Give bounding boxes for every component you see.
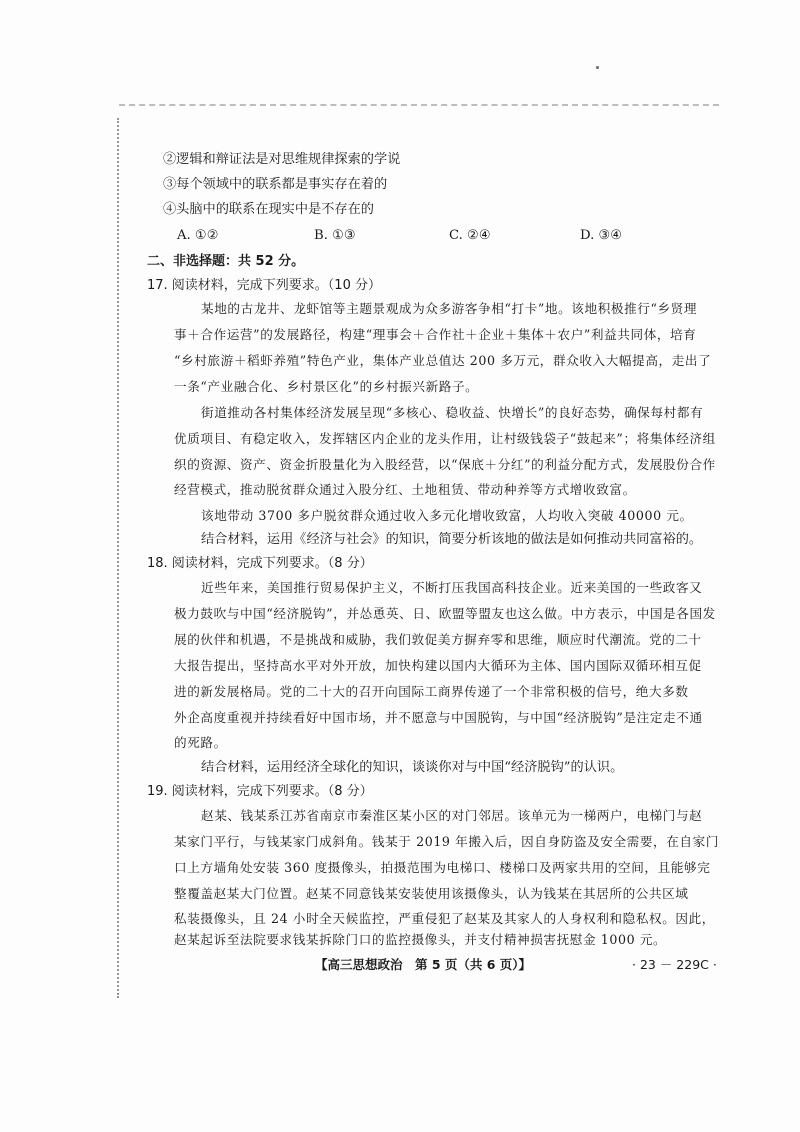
binding-line <box>119 104 719 106</box>
q19-line: 赵某起诉至法院要求钱某拆除门口的监控摄像头，并支付精神损害抚慰金 1000 元。 <box>174 932 667 947</box>
option-d: D. ③④ <box>580 228 623 243</box>
footer-code: · 23 － 229C · <box>632 957 717 972</box>
q19-heading: 19. 阅读材料，完成下列要求。（8 分） <box>147 784 373 799</box>
q17-line: 街道推动各村集体经济发展呈现“多核心、稳收益、快增长”的良好态势，确保每村都有 <box>201 405 704 420</box>
option-a: A. ①② <box>177 228 219 243</box>
page-footer <box>0 955 800 975</box>
q18-line: 进的新发展格局。党的二十大的召开向国际工商界传递了一个非常积极的信号，绝大多数 <box>174 684 689 699</box>
q18-line: 近些年来，美国推行贸易保护主义，不断打压我国高科技企业。近来美国的一些政客又 <box>201 580 703 595</box>
q17-line: 经营模式，推动脱贫群众通过入股分红、土地租赁、带动种养等方式增收致富。 <box>174 482 636 497</box>
q19-line: 口上方墙角处安装 360 度摄像头，拍摄范围为电梯口、楼梯口及两家共用的空间，且能够完 <box>174 860 711 875</box>
statement-3: ③每个领域中的联系都是事实存在着的 <box>163 177 388 192</box>
q18-line: 极力鼓吹与中国“经济脱钩”，并怂恿英、日、欧盟等盟友也这么做。中方表示，中国是各国发 <box>174 606 716 621</box>
q19-line: 整覆盖赵某大门位置。赵某不同意钱某安装使用该摄像头，认为钱某在其居所的公共区域 <box>174 886 689 901</box>
q19-line: 私装摄像头，且 24 小时全天候监控，严重侵犯了赵某及其家人的人身权利和隐私权。因此， <box>174 911 715 926</box>
q17-line: 优质项目、有稳定收入，发挥辖区内企业的龙头作用，让村级钱袋子“鼓起来”；将集体经济组 <box>174 431 716 446</box>
q18-line: 大报告提出，坚持高水平对外开放，加快构建以国内大循环为主体、国内国际双循环相互促 <box>174 658 702 673</box>
q17-line: 事＋合作运营”的发展路径，构建“理事会＋合作社＋企业＋集体＋农户”利益共同体，培育 <box>174 327 697 342</box>
q18-line: 展的伙伴和机遇，不是挑战和威胁，我们敦促美方摒弃零和思维，顺应时代潮流。党的二十 <box>174 632 702 647</box>
statement-2: ②逻辑和辩证法是对思维规律探索的学说 <box>163 152 401 167</box>
footer-page-info: 【高三思想政治 第 5 页（共 6 页）】 <box>315 957 532 972</box>
option-c: C. ②④ <box>449 228 491 243</box>
statement-4: ④头脑中的联系在现实中是不存在的 <box>163 202 374 217</box>
q18-task: 结合材料，运用经济全球化的知识，谈谈你对与中国“经济脱钩”的认识。 <box>201 760 624 775</box>
section-heading: 二、非选择题：共 52 分。 <box>147 254 305 269</box>
margin-marks <box>117 118 121 998</box>
q17-line: 织的资源、资产、资金折股量化为入股经营，以“保底＋分红”的利益分配方式，发展股份合作 <box>174 457 716 472</box>
q17-line: 一条“产业融合化、乡村景区化”的乡村振兴新路子。 <box>174 379 479 394</box>
q19-line: 赵某、钱某系江苏省南京市秦淮区某小区的对门邻居。该单元为一梯两户，电梯门与赵 <box>201 808 703 823</box>
q17-heading: 17. 阅读材料，完成下列要求。（10 分） <box>147 278 381 293</box>
q18-line: 的死路。 <box>174 735 227 750</box>
q17-line: 该地带动 3700 多户脱贫群众通过收入多元化增收致富，人均收入突破 40000 元。 <box>201 508 693 523</box>
q19-line: 某家门平行，与钱某家门成斜角。钱某于 2019 年搬入后，因自身防盗及安全需要，在自家门 <box>174 834 720 849</box>
option-b: B. ①③ <box>314 228 356 243</box>
q18-line: 外企高度重视并持续看好中国市场，并不愿意与中国脱钩，与中国“经济脱钩”是注定走不通 <box>174 710 703 725</box>
q18-heading: 18. 阅读材料，完成下列要求。（8 分） <box>147 556 373 571</box>
q17-line: “乡村旅游＋稻虾养殖”特色产业，集体产业总值达 200 多万元，群众收入大幅提高，走出了 <box>174 353 712 368</box>
q17-line: 某地的古龙井、龙虾馆等主题景观成为众多游客争相“打卡”地。该地积极推行“乡贤理 <box>201 301 698 316</box>
scan-speck <box>596 66 599 69</box>
q17-task: 结合材料，运用《经济与社会》的知识，简要分析该地的做法是如何推动共同富裕的。 <box>201 532 703 547</box>
